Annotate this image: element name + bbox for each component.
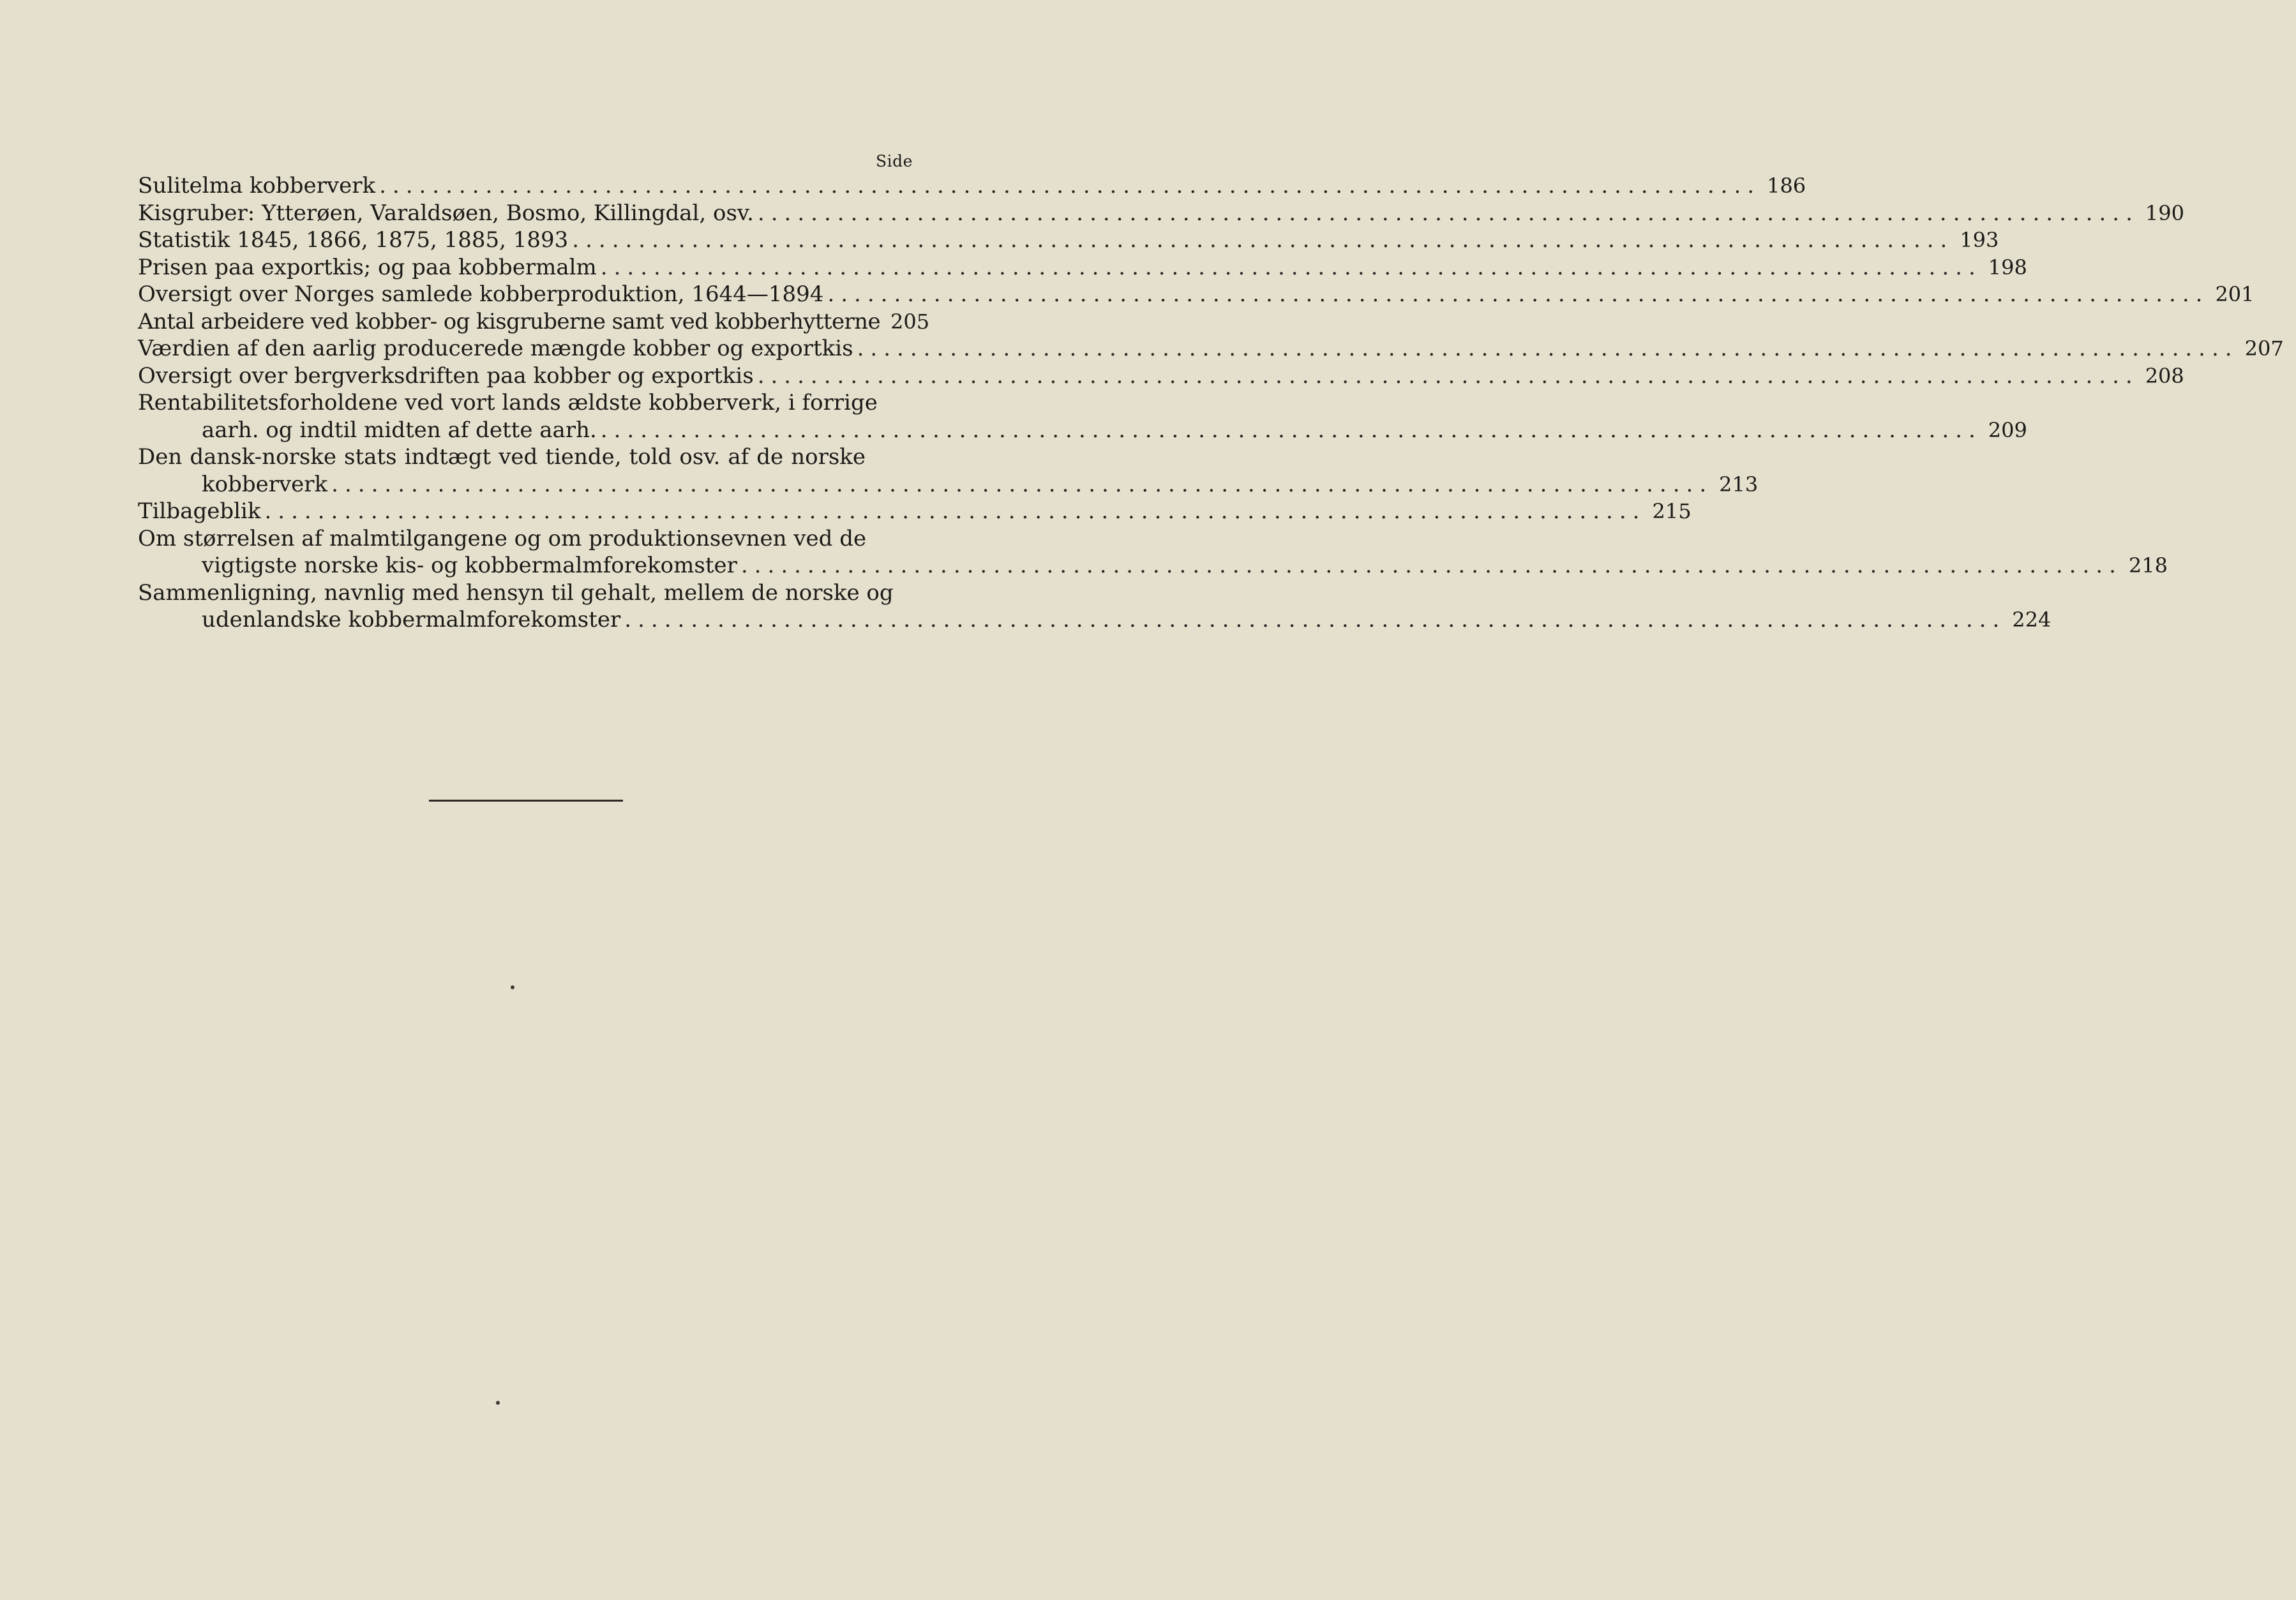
toc-entry-title: Oversigt over bergverksdriften paa kobber og exportkis <box>138 363 754 389</box>
toc-page-number: 186 <box>1767 174 1806 198</box>
toc-entry-title: Den dansk-norske stats indtægt ved tiende, told osv. af de norske <box>138 444 866 470</box>
toc-entry-continuation <box>138 471 1759 498</box>
toc-page-number: 205 <box>890 309 930 334</box>
leader-dots: ........................................................................................................ <box>757 363 2139 389</box>
toc-entry-title: Prisen paa exportkis; og paa kobbermalm <box>138 254 597 280</box>
toc-page-number: 209 <box>1988 417 2027 442</box>
toc-entry <box>138 444 1759 498</box>
toc-page-number: 224 <box>2012 608 2052 632</box>
toc-page-number: 193 <box>1960 228 1999 252</box>
toc-page-number: 207 <box>2244 336 2284 361</box>
toc-entry-title: Kisgruber: Ytterøen, Varaldsøen, Bosmo, Killingdal, osv. <box>138 200 754 226</box>
toc-page-number: 208 <box>2145 363 2184 388</box>
toc-entry <box>138 254 2027 281</box>
toc-entry-title: Om størrelsen af malmtilgangene og om produktionsevnen ved de <box>138 525 867 551</box>
table-of-contents <box>138 172 2284 634</box>
toc-entry <box>138 200 2184 227</box>
toc-entry-title-continued: udenlandske kobbermalmforekomster <box>202 607 621 632</box>
toc-entry <box>138 389 2027 444</box>
toc-page-number: 190 <box>2145 200 2184 225</box>
leader-dots: ........................................................................................................ <box>264 498 1646 524</box>
toc-entry-title: Værdien af den aarlig producerede mængde kobber og exportkis <box>138 336 853 361</box>
leader-dots: ........................................................................................................ <box>379 173 1761 198</box>
toc-page-number: 218 <box>2128 553 2168 578</box>
leader-dots: ........................................................................................................ <box>740 553 2122 578</box>
toc-entry <box>138 227 1999 254</box>
leader-dots: ........................................................................................................ <box>757 200 2139 226</box>
toc-entry <box>138 579 2052 634</box>
toc-entry-continuation <box>138 552 2168 579</box>
leader-dots: ........................................................................................................ <box>857 336 2239 361</box>
toc-entry-title: Sammenligning, navnlig med hensyn til gehalt, mellem de norske og <box>138 579 894 606</box>
leader-dots: ........................................................................................................ <box>624 607 2006 632</box>
toc-entry-title: Antal arbeidere ved kobber- og kisgruberne samt ved kobberhytterne <box>138 308 880 334</box>
ink-speck <box>511 985 514 989</box>
leader-dots: ........................................................................................................ <box>600 417 1982 443</box>
toc-entry-title-continued: kobberverk <box>202 471 328 497</box>
toc-page-number: 198 <box>1988 255 2027 280</box>
toc-entry-title-continued: aarh. og indtil midten af dette aarh. <box>202 417 597 443</box>
toc-entry <box>138 363 2184 390</box>
toc-entry <box>138 172 1806 200</box>
toc-entry-title: Sulitelma kobberverk <box>138 173 376 198</box>
toc-entry-title: Statistik 1845, 1866, 1875, 1885, 1893 <box>138 227 569 253</box>
toc-entry <box>138 498 1692 525</box>
toc-entry-title: Tilbageblik <box>138 498 261 524</box>
toc-entry <box>138 281 2255 308</box>
toc-entry-title: Oversigt over Norges samlede kobberproduktion, 1644—1894 <box>138 281 824 307</box>
toc-page-number: 215 <box>1652 499 1692 523</box>
toc-entry-title: Rentabilitetsforholdene ved vort lands ældste kobberverk, i forrige <box>138 390 878 415</box>
side-column-label: Side <box>876 152 913 170</box>
ink-speck <box>496 1401 500 1405</box>
toc-page-number: 213 <box>1719 472 1759 497</box>
toc-entry <box>138 335 2284 363</box>
leader-dots: ........................................................................................................ <box>331 471 1713 497</box>
leader-dots: ........................................................................................................ <box>572 227 1954 253</box>
leader-dots: ........................................................................................................ <box>827 281 2209 307</box>
toc-entry <box>138 525 2168 579</box>
toc-page-number: 201 <box>2215 282 2255 306</box>
toc-entry <box>138 308 930 336</box>
toc-entry-continuation <box>138 606 2052 634</box>
toc-entry-title-continued: vigtigste norske kis- og kobbermalmforekomster <box>202 553 737 578</box>
horizontal-rule <box>429 800 623 802</box>
leader-dots: ........................................................................................................ <box>600 254 1982 280</box>
toc-entry-continuation <box>138 417 2027 444</box>
